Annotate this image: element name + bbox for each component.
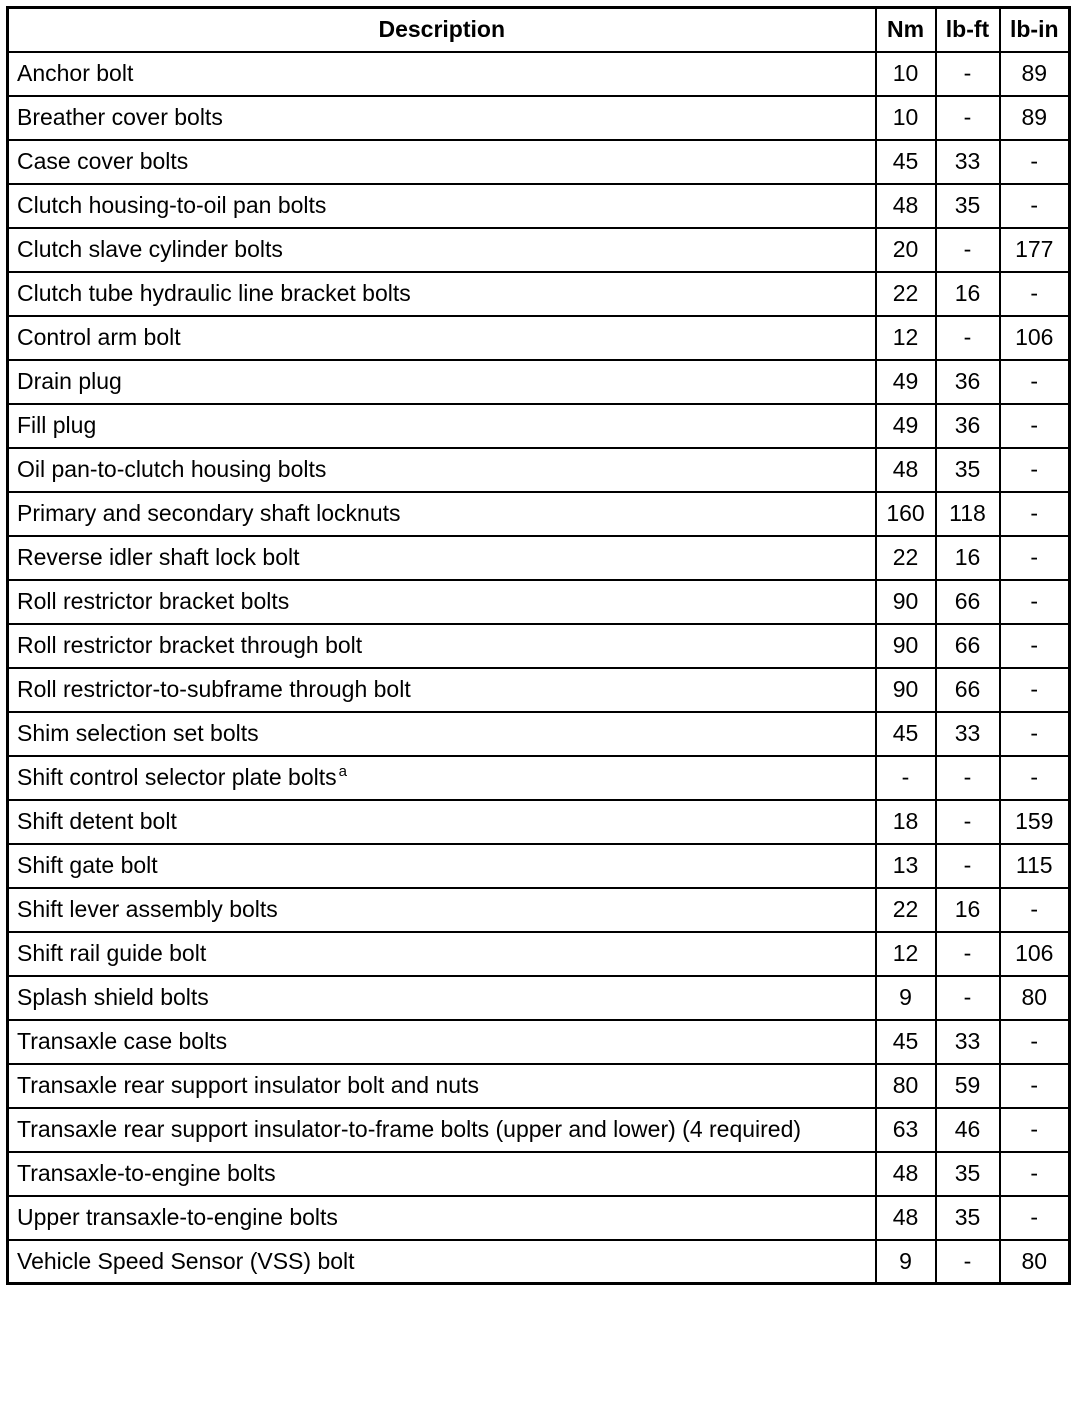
cell-description	[8, 404, 876, 448]
cell-nm: 90	[876, 624, 936, 668]
cell-lb-in: 106	[1000, 316, 1070, 360]
cell-lb-ft: 35	[936, 1152, 1000, 1196]
cell-lb-ft: -	[936, 96, 1000, 140]
description-text: Shift gate bolt	[17, 852, 158, 878]
cell-description	[8, 668, 876, 712]
table-row	[8, 1064, 1070, 1108]
cell-lb-in: -	[1000, 536, 1070, 580]
cell-description	[8, 184, 876, 228]
cell-nm: 45	[876, 712, 936, 756]
cell-lb-ft: -	[936, 52, 1000, 96]
cell-lb-ft: 36	[936, 404, 1000, 448]
cell-lb-in: -	[1000, 140, 1070, 184]
cell-nm: 12	[876, 316, 936, 360]
cell-nm: 49	[876, 404, 936, 448]
cell-lb-ft: 35	[936, 184, 1000, 228]
table-row	[8, 448, 1070, 492]
description-text: Upper transaxle-to-engine bolts	[17, 1204, 338, 1230]
cell-lb-in: 115	[1000, 844, 1070, 888]
table-row	[8, 976, 1070, 1020]
cell-lb-ft: 33	[936, 712, 1000, 756]
cell-description	[8, 140, 876, 184]
cell-description	[8, 712, 876, 756]
cell-lb-in: -	[1000, 580, 1070, 624]
cell-lb-in: 159	[1000, 800, 1070, 844]
cell-lb-ft: 33	[936, 1020, 1000, 1064]
cell-lb-in: -	[1000, 404, 1070, 448]
header-description: Description	[8, 8, 876, 52]
cell-lb-in: 89	[1000, 96, 1070, 140]
description-text: Oil pan-to-clutch housing bolts	[17, 456, 327, 482]
table-row	[8, 712, 1070, 756]
cell-nm: 22	[876, 272, 936, 316]
cell-lb-ft: -	[936, 756, 1000, 800]
cell-lb-ft: 59	[936, 1064, 1000, 1108]
cell-lb-ft: 16	[936, 272, 1000, 316]
description-text: Roll restrictor-to-subframe through bolt	[17, 676, 411, 702]
cell-lb-in: -	[1000, 448, 1070, 492]
table-row	[8, 1240, 1070, 1284]
table-row	[8, 316, 1070, 360]
cell-description	[8, 976, 876, 1020]
table-row	[8, 1108, 1070, 1152]
cell-lb-in: -	[1000, 624, 1070, 668]
cell-description	[8, 52, 876, 96]
table-row	[8, 96, 1070, 140]
cell-lb-in: 80	[1000, 1240, 1070, 1284]
table-body	[8, 52, 1070, 1284]
cell-nm: 80	[876, 1064, 936, 1108]
cell-nm: 9	[876, 976, 936, 1020]
description-text: Transaxle-to-engine bolts	[17, 1160, 276, 1186]
cell-lb-ft: 16	[936, 536, 1000, 580]
table-row	[8, 800, 1070, 844]
cell-nm: 45	[876, 1020, 936, 1064]
table-row	[8, 1196, 1070, 1240]
table-row	[8, 888, 1070, 932]
cell-nm: 90	[876, 668, 936, 712]
table-row	[8, 580, 1070, 624]
cell-lb-in: -	[1000, 756, 1070, 800]
cell-nm: 12	[876, 932, 936, 976]
description-text: Transaxle rear support insulator bolt and nuts	[17, 1072, 479, 1098]
table-row	[8, 756, 1070, 800]
cell-nm: 9	[876, 1240, 936, 1284]
cell-lb-in: 89	[1000, 52, 1070, 96]
cell-lb-ft: -	[936, 800, 1000, 844]
cell-lb-in: 106	[1000, 932, 1070, 976]
cell-description	[8, 1064, 876, 1108]
cell-description	[8, 1196, 876, 1240]
cell-nm: 10	[876, 96, 936, 140]
description-text: Case cover bolts	[17, 148, 189, 174]
table-row	[8, 536, 1070, 580]
table-row	[8, 492, 1070, 536]
description-text: Transaxle case bolts	[17, 1028, 228, 1054]
description-text: Shift rail guide bolt	[17, 940, 207, 966]
cell-description	[8, 536, 876, 580]
cell-description	[8, 888, 876, 932]
header-lb-in: lb-in	[1000, 8, 1070, 52]
table-row	[8, 272, 1070, 316]
description-text: Shift detent bolt	[17, 808, 177, 834]
table-row	[8, 140, 1070, 184]
cell-lb-in: -	[1000, 1196, 1070, 1240]
description-text: Control arm bolt	[17, 324, 181, 350]
table-row	[8, 360, 1070, 404]
cell-nm: 22	[876, 536, 936, 580]
cell-lb-in: -	[1000, 272, 1070, 316]
description-text: Drain plug	[17, 368, 122, 394]
cell-nm: 49	[876, 360, 936, 404]
cell-lb-in: -	[1000, 1108, 1070, 1152]
cell-nm: 160	[876, 492, 936, 536]
cell-lb-in: 80	[1000, 976, 1070, 1020]
table-row	[8, 52, 1070, 96]
cell-lb-in: 177	[1000, 228, 1070, 272]
cell-lb-ft: -	[936, 932, 1000, 976]
cell-description	[8, 932, 876, 976]
description-text: Splash shield bolts	[17, 984, 209, 1010]
table-row	[8, 624, 1070, 668]
description-text: Vehicle Speed Sensor (VSS) bolt	[17, 1247, 355, 1274]
table-row	[8, 1152, 1070, 1196]
cell-description	[8, 844, 876, 888]
cell-nm: 18	[876, 800, 936, 844]
table-header-row	[8, 8, 1070, 52]
cell-nm: 48	[876, 1152, 936, 1196]
cell-lb-in: -	[1000, 1064, 1070, 1108]
cell-lb-in: -	[1000, 1152, 1070, 1196]
table-row	[8, 228, 1070, 272]
cell-nm: 13	[876, 844, 936, 888]
description-text: Primary and secondary shaft locknuts	[17, 500, 401, 526]
description-text: Transaxle rear support insulator-to-frame bolts (upper and lower) (4 required)	[17, 1116, 802, 1142]
description-text: Clutch housing-to-oil pan bolts	[17, 192, 327, 218]
cell-lb-ft: 33	[936, 140, 1000, 184]
cell-lb-ft: 16	[936, 888, 1000, 932]
cell-nm: 45	[876, 140, 936, 184]
cell-lb-ft: 46	[936, 1108, 1000, 1152]
cell-description	[8, 800, 876, 844]
cell-description	[8, 580, 876, 624]
cell-lb-ft: 35	[936, 448, 1000, 492]
footnote-marker: a	[338, 763, 347, 781]
cell-description	[8, 1020, 876, 1064]
cell-description	[8, 756, 876, 800]
cell-lb-ft: 36	[936, 360, 1000, 404]
torque-specification-table	[6, 6, 1071, 1285]
cell-nm: 48	[876, 1196, 936, 1240]
cell-description	[8, 228, 876, 272]
cell-description	[8, 272, 876, 316]
cell-nm: 90	[876, 580, 936, 624]
description-text: Anchor bolt	[17, 60, 134, 86]
cell-lb-ft: -	[936, 228, 1000, 272]
cell-lb-in: -	[1000, 492, 1070, 536]
description-text: Shift control selector plate bolts	[17, 764, 337, 790]
description-text: Shim selection set bolts	[17, 720, 259, 746]
cell-description	[8, 1240, 876, 1284]
cell-lb-ft: 35	[936, 1196, 1000, 1240]
cell-lb-in: -	[1000, 668, 1070, 712]
cell-lb-in: -	[1000, 888, 1070, 932]
description-text: Shift lever assembly bolts	[17, 896, 278, 922]
cell-lb-ft: 118	[936, 492, 1000, 536]
cell-description	[8, 448, 876, 492]
cell-description	[8, 492, 876, 536]
header-lb-ft: lb-ft	[936, 8, 1000, 52]
description-text: Reverse idler shaft lock bolt	[17, 544, 300, 570]
description-text: Fill plug	[17, 412, 97, 438]
cell-nm: 63	[876, 1108, 936, 1152]
cell-description	[8, 624, 876, 668]
table-row	[8, 844, 1070, 888]
cell-lb-ft: 66	[936, 580, 1000, 624]
cell-description	[8, 360, 876, 404]
cell-description	[8, 1108, 876, 1152]
cell-nm: 10	[876, 52, 936, 96]
cell-lb-in: -	[1000, 712, 1070, 756]
cell-nm: 22	[876, 888, 936, 932]
table-row	[8, 932, 1070, 976]
cell-lb-in: -	[1000, 1020, 1070, 1064]
description-text: Clutch slave cylinder bolts	[17, 236, 283, 262]
table-row	[8, 184, 1070, 228]
cell-lb-ft: -	[936, 976, 1000, 1020]
cell-lb-in: -	[1000, 184, 1070, 228]
table-row	[8, 1020, 1070, 1064]
cell-description	[8, 1152, 876, 1196]
description-text: Clutch tube hydraulic line bracket bolts	[17, 280, 411, 306]
cell-nm: -	[876, 756, 936, 800]
cell-lb-ft: 66	[936, 624, 1000, 668]
table-row	[8, 404, 1070, 448]
cell-nm: 48	[876, 448, 936, 492]
description-text: Roll restrictor bracket through bolt	[17, 632, 363, 658]
header-nm: Nm	[876, 8, 936, 52]
cell-nm: 20	[876, 228, 936, 272]
cell-lb-ft: 66	[936, 668, 1000, 712]
cell-description	[8, 316, 876, 360]
cell-description	[8, 96, 876, 140]
cell-lb-ft: -	[936, 844, 1000, 888]
description-text: Breather cover bolts	[17, 104, 223, 130]
table-row	[8, 668, 1070, 712]
cell-nm: 48	[876, 184, 936, 228]
cell-lb-ft: -	[936, 1240, 1000, 1284]
description-text: Roll restrictor bracket bolts	[17, 588, 290, 614]
cell-lb-in: -	[1000, 360, 1070, 404]
cell-lb-ft: -	[936, 316, 1000, 360]
